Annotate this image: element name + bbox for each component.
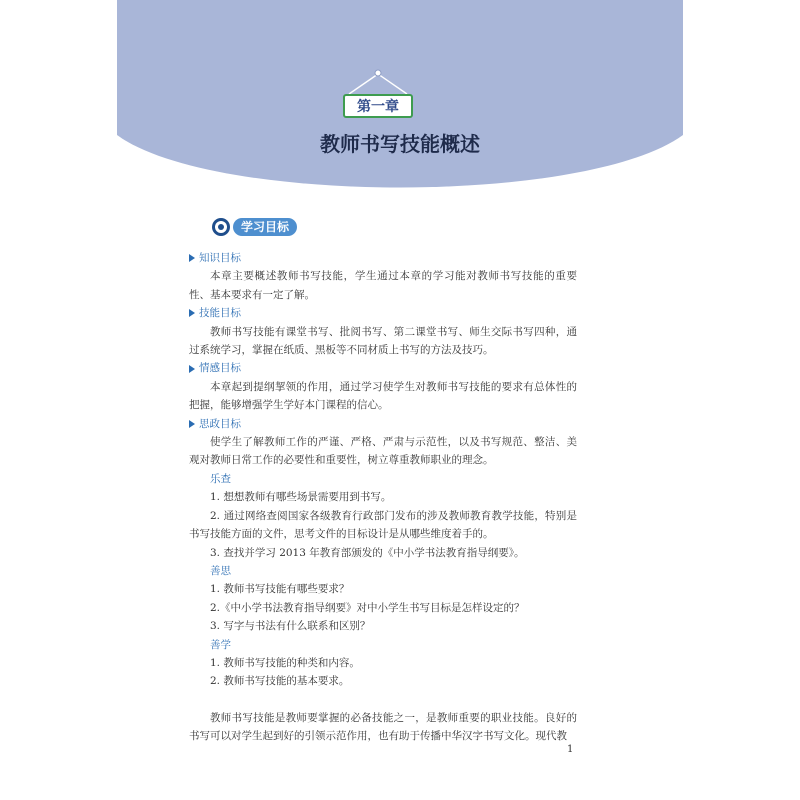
section-skill-heading <box>189 304 577 322</box>
spacer <box>189 691 577 709</box>
objectives-label: 学习目标 <box>233 218 297 236</box>
section-title: 技能目标 <box>199 307 241 320</box>
chapter-label: 第一章 <box>343 94 413 118</box>
triangle-bullet-icon <box>189 365 195 373</box>
list-item: 3. 查找并学习 2013 年教育部颁发的《中小学书法教育指导纲要》。 <box>210 546 525 559</box>
list-item: 1. 想想教师有哪些场景需要用到书写。 <box>210 491 392 504</box>
activity-explore-heading: 乐查 <box>210 472 231 485</box>
activity-think-heading: 善思 <box>210 564 231 577</box>
body-paragraph: 教师书写技能是教师要掌握的必备技能之一，是教师重要的职业技能。良好的书写可以对学生起到好的引领示范作用，也有助于传播中华汉字书写文化。现代教 <box>189 711 577 743</box>
chapter-title: 教师书写技能概述 <box>320 132 480 156</box>
section-emotion-heading <box>189 359 577 377</box>
section-ideology-heading <box>189 415 577 433</box>
list-item: 2. 通过网络查阅国家各级教育行政部门发布的涉及教师教育教学技能，特别是书写技能方面的文件，思考文件的目标设计是从哪些维度着手的。 <box>189 509 577 541</box>
triangle-bullet-icon <box>189 309 195 317</box>
list-item: 1. 教师书写技能的种类和内容。 <box>210 656 360 669</box>
triangle-bullet-icon <box>189 254 195 262</box>
activity-learn-heading: 善学 <box>210 638 231 651</box>
list-item: 2.《中小学书法教育指导纲要》对中小学生书写目标是怎样设定的？ <box>210 601 525 614</box>
section-knowledge-heading <box>189 249 577 267</box>
list-item: 1. 教师书写技能有哪些要求？ <box>210 583 350 596</box>
section-knowledge-text: 本章主要概述教师书写技能，学生通过本章的学习能对教师书写技能的重要性、基本要求有一定了解。 <box>189 270 577 301</box>
target-icon <box>211 217 231 237</box>
section-title: 情感目标 <box>199 362 241 375</box>
book-page <box>117 0 683 800</box>
chapter-content <box>189 249 577 746</box>
section-skill-text: 教师书写技能有课堂书写、批阅书写、第二课堂书写、师生交际书写四种，通过系统学习，掌握在纸质、黑板等不同材质上书写的方法及技巧。 <box>189 325 577 357</box>
learning-objectives-heading <box>211 216 297 238</box>
list-item: 3. 写字与书法有什么联系和区别？ <box>210 620 371 633</box>
page-number: 1 <box>567 744 574 755</box>
section-title: 知识目标 <box>199 252 241 264</box>
section-emotion-text: 本章起到提纲挈领的作用，通过学习使学生对教师书写技能的要求有总体性的把握，能够增强学生学好本门课程的信心。 <box>189 380 577 412</box>
section-ideology-text: 使学生了解教师工作的严谨、严格、严肃与示范性，以及书写规范、整洁、美观对教师日常工作的必要性和重要性，树立尊重教师职业的理念。 <box>189 436 577 467</box>
list-item: 2. 教师书写技能的基本要求。 <box>210 675 350 688</box>
triangle-bullet-icon <box>189 420 195 428</box>
section-title: 思政目标 <box>199 417 241 430</box>
